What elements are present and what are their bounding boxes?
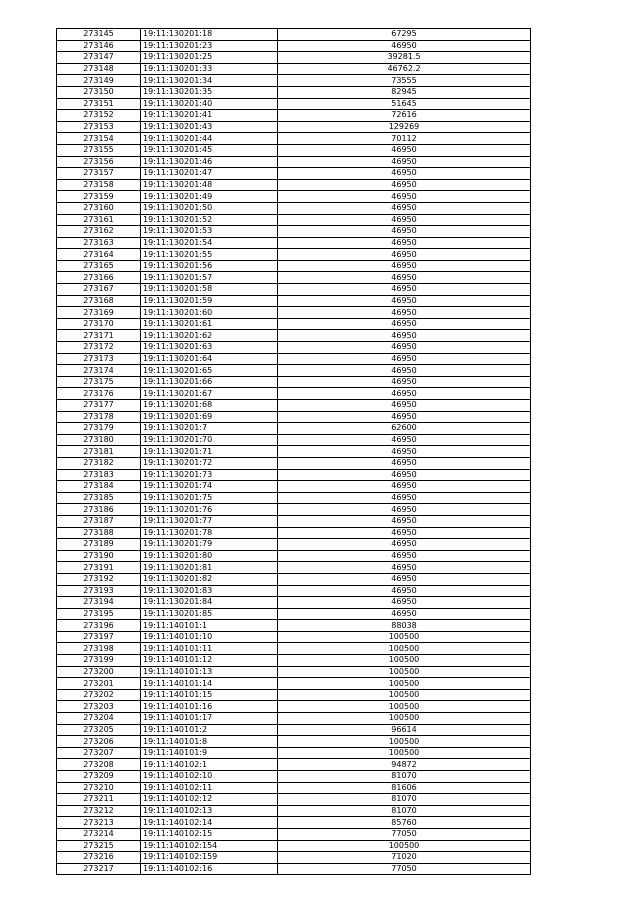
value-cell: 46950 (278, 191, 531, 203)
value-cell: 82945 (278, 86, 531, 98)
row-id-cell: 273213 (57, 817, 141, 829)
table-row (57, 817, 531, 829)
row-id-cell: 273194 (57, 597, 141, 609)
table-row (57, 608, 531, 620)
value-cell: 46950 (278, 481, 531, 493)
cadastral-number-cell: 19:11:130201:53 (141, 226, 278, 238)
cadastral-number-cell: 19:11:130201:73 (141, 469, 278, 481)
table-row (57, 272, 531, 284)
cadastral-number-cell: 19:11:130201:34 (141, 75, 278, 87)
row-id-cell: 273158 (57, 179, 141, 191)
cadastral-number-cell: 19:11:130201:82 (141, 573, 278, 585)
cadastral-number-cell: 19:11:130201:85 (141, 608, 278, 620)
value-cell: 73555 (278, 75, 531, 87)
row-id-cell: 273186 (57, 504, 141, 516)
table-row (57, 631, 531, 643)
value-cell: 46950 (278, 585, 531, 597)
row-id-cell: 273151 (57, 98, 141, 110)
value-cell: 96614 (278, 724, 531, 736)
table-row (57, 376, 531, 388)
value-cell: 46950 (278, 469, 531, 481)
row-id-cell: 273168 (57, 295, 141, 307)
cadastral-number-cell: 19:11:130201:65 (141, 365, 278, 377)
table-row (57, 400, 531, 412)
value-cell: 46950 (278, 330, 531, 342)
value-cell: 46950 (278, 168, 531, 180)
value-cell: 46950 (278, 376, 531, 388)
table-row (57, 121, 531, 133)
cadastral-number-cell: 19:11:140101:14 (141, 678, 278, 690)
row-id-cell: 273145 (57, 29, 141, 41)
row-id-cell: 273202 (57, 689, 141, 701)
table-row (57, 226, 531, 238)
table-row (57, 481, 531, 493)
row-id-cell: 273215 (57, 840, 141, 852)
table-row (57, 434, 531, 446)
cadastral-number-cell: 19:11:130201:54 (141, 237, 278, 249)
value-cell: 100500 (278, 631, 531, 643)
cadastral-number-cell: 19:11:140101:9 (141, 747, 278, 759)
row-id-cell: 273160 (57, 202, 141, 214)
table-row (57, 852, 531, 864)
cadastral-number-cell: 19:11:130201:67 (141, 388, 278, 400)
table-row (57, 191, 531, 203)
cadastral-number-cell: 19:11:130201:77 (141, 515, 278, 527)
value-cell: 81070 (278, 805, 531, 817)
table-row (57, 469, 531, 481)
row-id-cell: 273184 (57, 481, 141, 493)
table-row (57, 446, 531, 458)
cadastral-number-cell: 19:11:130201:63 (141, 342, 278, 354)
cadastral-number-cell: 19:11:130201:70 (141, 434, 278, 446)
table-row (57, 179, 531, 191)
row-id-cell: 273176 (57, 388, 141, 400)
table-row (57, 747, 531, 759)
table-row (57, 75, 531, 87)
value-cell: 46950 (278, 249, 531, 261)
cadastral-number-cell: 19:11:130201:23 (141, 40, 278, 52)
cadastral-number-cell: 19:11:130201:25 (141, 52, 278, 64)
row-id-cell: 273214 (57, 828, 141, 840)
value-cell: 46950 (278, 284, 531, 296)
row-id-cell: 273187 (57, 515, 141, 527)
cadastral-number-cell: 19:11:130201:80 (141, 550, 278, 562)
value-cell: 46950 (278, 446, 531, 458)
row-id-cell: 273217 (57, 863, 141, 875)
value-cell: 77050 (278, 863, 531, 875)
table-row (57, 840, 531, 852)
row-id-cell: 273154 (57, 133, 141, 145)
row-id-cell: 273212 (57, 805, 141, 817)
table-row (57, 202, 531, 214)
cadastral-number-cell: 19:11:130201:52 (141, 214, 278, 226)
value-cell: 51645 (278, 98, 531, 110)
table-row (57, 457, 531, 469)
row-id-cell: 273193 (57, 585, 141, 597)
table-row (57, 620, 531, 632)
value-cell: 46950 (278, 388, 531, 400)
cadastral-number-cell: 19:11:130201:62 (141, 330, 278, 342)
table-row (57, 736, 531, 748)
value-cell: 46950 (278, 260, 531, 272)
row-id-cell: 273149 (57, 75, 141, 87)
row-id-cell: 273206 (57, 736, 141, 748)
cadastral-number-cell: 19:11:130201:68 (141, 400, 278, 412)
cadastral-number-cell: 19:11:130201:61 (141, 318, 278, 330)
value-cell: 46950 (278, 504, 531, 516)
value-cell: 70112 (278, 133, 531, 145)
row-id-cell: 273197 (57, 631, 141, 643)
cadastral-number-cell: 19:11:130201:64 (141, 353, 278, 365)
value-cell: 46950 (278, 307, 531, 319)
table-row (57, 156, 531, 168)
table-row (57, 330, 531, 342)
value-cell: 100500 (278, 736, 531, 748)
table-row (57, 771, 531, 783)
cadastral-number-cell: 19:11:140102:10 (141, 771, 278, 783)
table-row (57, 782, 531, 794)
value-cell: 72616 (278, 110, 531, 122)
value-cell: 39281.5 (278, 52, 531, 64)
table-row (57, 597, 531, 609)
table-row (57, 550, 531, 562)
row-id-cell: 273192 (57, 573, 141, 585)
value-cell: 85760 (278, 817, 531, 829)
row-id-cell: 273181 (57, 446, 141, 458)
cadastral-number-cell: 19:11:140101:10 (141, 631, 278, 643)
table-row (57, 144, 531, 156)
cadastral-number-cell: 19:11:130201:60 (141, 307, 278, 319)
table-row (57, 29, 531, 41)
value-cell: 46762.2 (278, 63, 531, 75)
value-cell: 46950 (278, 156, 531, 168)
cadastral-number-cell: 19:11:140102:13 (141, 805, 278, 817)
cadastral-number-cell: 19:11:140102:14 (141, 817, 278, 829)
cadastral-number-cell: 19:11:140102:159 (141, 852, 278, 864)
table-row (57, 828, 531, 840)
value-cell: 46950 (278, 318, 531, 330)
table-row (57, 539, 531, 551)
cadastral-number-cell: 19:11:130201:75 (141, 492, 278, 504)
table-row (57, 689, 531, 701)
row-id-cell: 273174 (57, 365, 141, 377)
row-id-cell: 273159 (57, 191, 141, 203)
row-id-cell: 273153 (57, 121, 141, 133)
value-cell: 88038 (278, 620, 531, 632)
cadastral-number-cell: 19:11:130201:83 (141, 585, 278, 597)
table-row (57, 168, 531, 180)
value-cell: 46950 (278, 144, 531, 156)
row-id-cell: 273156 (57, 156, 141, 168)
value-cell: 46950 (278, 400, 531, 412)
table-row (57, 573, 531, 585)
table-row (57, 260, 531, 272)
row-id-cell: 273170 (57, 318, 141, 330)
value-cell: 46950 (278, 515, 531, 527)
table-row (57, 318, 531, 330)
cadastral-number-cell: 19:11:130201:40 (141, 98, 278, 110)
row-id-cell: 273178 (57, 411, 141, 423)
row-id-cell: 273198 (57, 643, 141, 655)
row-id-cell: 273147 (57, 52, 141, 64)
row-id-cell: 273209 (57, 771, 141, 783)
value-cell: 46950 (278, 237, 531, 249)
cadastral-number-cell: 19:11:130201:57 (141, 272, 278, 284)
cadastral-number-cell: 19:11:140102:15 (141, 828, 278, 840)
cadastral-number-cell: 19:11:140101:17 (141, 713, 278, 725)
table-body (57, 29, 531, 875)
value-cell: 81070 (278, 794, 531, 806)
value-cell: 100500 (278, 747, 531, 759)
table-row (57, 515, 531, 527)
row-id-cell: 273148 (57, 63, 141, 75)
table-row (57, 295, 531, 307)
row-id-cell: 273200 (57, 666, 141, 678)
row-id-cell: 273146 (57, 40, 141, 52)
cadastral-number-cell: 19:11:140101:8 (141, 736, 278, 748)
cadastral-number-cell: 19:11:140102:12 (141, 794, 278, 806)
value-cell: 100500 (278, 713, 531, 725)
cadastral-number-cell: 19:11:130201:50 (141, 202, 278, 214)
table-row (57, 655, 531, 667)
row-id-cell: 273190 (57, 550, 141, 562)
row-id-cell: 273207 (57, 747, 141, 759)
row-id-cell: 273175 (57, 376, 141, 388)
cadastral-number-cell: 19:11:130201:78 (141, 527, 278, 539)
table-row (57, 585, 531, 597)
table-row (57, 284, 531, 296)
row-id-cell: 273179 (57, 423, 141, 435)
table-row (57, 423, 531, 435)
table-row (57, 110, 531, 122)
cadastral-number-cell: 19:11:140102:1 (141, 759, 278, 771)
row-id-cell: 273162 (57, 226, 141, 238)
row-id-cell: 273185 (57, 492, 141, 504)
value-cell: 100500 (278, 840, 531, 852)
table-row (57, 863, 531, 875)
table-row (57, 365, 531, 377)
cadastral-number-cell: 19:11:130201:58 (141, 284, 278, 296)
row-id-cell: 273182 (57, 457, 141, 469)
cadastral-number-cell: 19:11:130201:72 (141, 457, 278, 469)
row-id-cell: 273171 (57, 330, 141, 342)
row-id-cell: 273191 (57, 562, 141, 574)
table-row (57, 52, 531, 64)
value-cell: 46950 (278, 562, 531, 574)
cadastral-number-cell: 19:11:130201:74 (141, 481, 278, 493)
row-id-cell: 273163 (57, 237, 141, 249)
value-cell: 81070 (278, 771, 531, 783)
table-row (57, 133, 531, 145)
cadastral-number-cell: 19:11:130201:81 (141, 562, 278, 574)
value-cell: 100500 (278, 655, 531, 667)
value-cell: 71020 (278, 852, 531, 864)
value-cell: 46950 (278, 608, 531, 620)
cadastral-number-cell: 19:11:130201:66 (141, 376, 278, 388)
row-id-cell: 273183 (57, 469, 141, 481)
value-cell: 46950 (278, 202, 531, 214)
row-id-cell: 273157 (57, 168, 141, 180)
table-row (57, 249, 531, 261)
cadastral-number-cell: 19:11:130201:35 (141, 86, 278, 98)
table-row (57, 562, 531, 574)
row-id-cell: 273199 (57, 655, 141, 667)
row-id-cell: 273196 (57, 620, 141, 632)
table-row (57, 643, 531, 655)
cadastral-number-cell: 19:11:140102:154 (141, 840, 278, 852)
value-cell: 46950 (278, 40, 531, 52)
row-id-cell: 273203 (57, 701, 141, 713)
table-row (57, 527, 531, 539)
cadastral-number-cell: 19:11:130201:33 (141, 63, 278, 75)
value-cell: 46950 (278, 411, 531, 423)
cadastral-number-cell: 19:11:140101:1 (141, 620, 278, 632)
table-row (57, 805, 531, 817)
table-row (57, 759, 531, 771)
value-cell: 81606 (278, 782, 531, 794)
row-id-cell: 273211 (57, 794, 141, 806)
value-cell: 77050 (278, 828, 531, 840)
value-cell: 100500 (278, 666, 531, 678)
value-cell: 46950 (278, 573, 531, 585)
cadastral-number-cell: 19:11:140101:2 (141, 724, 278, 736)
row-id-cell: 273204 (57, 713, 141, 725)
table-row (57, 98, 531, 110)
value-cell: 46950 (278, 214, 531, 226)
row-id-cell: 273177 (57, 400, 141, 412)
value-cell: 100500 (278, 701, 531, 713)
row-id-cell: 273169 (57, 307, 141, 319)
cadastral-number-cell: 19:11:130201:46 (141, 156, 278, 168)
table-row (57, 214, 531, 226)
cadastral-number-cell: 19:11:140101:15 (141, 689, 278, 701)
value-cell: 46950 (278, 272, 531, 284)
data-table (56, 28, 531, 875)
value-cell: 100500 (278, 689, 531, 701)
value-cell: 94872 (278, 759, 531, 771)
cadastral-number-cell: 19:11:130201:47 (141, 168, 278, 180)
cadastral-number-cell: 19:11:130201:48 (141, 179, 278, 191)
value-cell: 46950 (278, 226, 531, 238)
row-id-cell: 273188 (57, 527, 141, 539)
cadastral-number-cell: 19:11:130201:45 (141, 144, 278, 156)
value-cell: 46950 (278, 353, 531, 365)
row-id-cell: 273208 (57, 759, 141, 771)
row-id-cell: 273173 (57, 353, 141, 365)
value-cell: 129269 (278, 121, 531, 133)
value-cell: 46950 (278, 492, 531, 504)
row-id-cell: 273189 (57, 539, 141, 551)
table-row (57, 492, 531, 504)
row-id-cell: 273210 (57, 782, 141, 794)
cadastral-number-cell: 19:11:140101:11 (141, 643, 278, 655)
table-row (57, 353, 531, 365)
cadastral-number-cell: 19:11:130201:7 (141, 423, 278, 435)
value-cell: 46950 (278, 527, 531, 539)
table-row (57, 678, 531, 690)
value-cell: 46950 (278, 365, 531, 377)
row-id-cell: 273165 (57, 260, 141, 272)
table-row (57, 86, 531, 98)
table-row (57, 63, 531, 75)
value-cell: 46950 (278, 179, 531, 191)
cadastral-number-cell: 19:11:140101:13 (141, 666, 278, 678)
cadastral-number-cell: 19:11:130201:59 (141, 295, 278, 307)
table-row (57, 342, 531, 354)
value-cell: 62600 (278, 423, 531, 435)
row-id-cell: 273195 (57, 608, 141, 620)
table-row (57, 40, 531, 52)
value-cell: 46950 (278, 434, 531, 446)
cadastral-number-cell: 19:11:130201:79 (141, 539, 278, 551)
cadastral-number-cell: 19:11:130201:44 (141, 133, 278, 145)
cadastral-number-cell: 19:11:140101:16 (141, 701, 278, 713)
value-cell: 46950 (278, 295, 531, 307)
cadastral-number-cell: 19:11:140101:12 (141, 655, 278, 667)
row-id-cell: 273216 (57, 852, 141, 864)
table-row (57, 701, 531, 713)
row-id-cell: 273180 (57, 434, 141, 446)
table-row (57, 724, 531, 736)
table-row (57, 713, 531, 725)
cadastral-number-cell: 19:11:130201:43 (141, 121, 278, 133)
row-id-cell: 273166 (57, 272, 141, 284)
cadastral-number-cell: 19:11:140102:16 (141, 863, 278, 875)
row-id-cell: 273167 (57, 284, 141, 296)
table-row (57, 666, 531, 678)
value-cell: 46950 (278, 550, 531, 562)
cadastral-number-cell: 19:11:130201:41 (141, 110, 278, 122)
table-row (57, 794, 531, 806)
row-id-cell: 273150 (57, 86, 141, 98)
cadastral-number-cell: 19:11:130201:55 (141, 249, 278, 261)
value-cell: 46950 (278, 342, 531, 354)
cadastral-number-cell: 19:11:130201:84 (141, 597, 278, 609)
cadastral-number-cell: 19:11:130201:76 (141, 504, 278, 516)
row-id-cell: 273161 (57, 214, 141, 226)
value-cell: 46950 (278, 597, 531, 609)
cadastral-number-cell: 19:11:130201:18 (141, 29, 278, 41)
cadastral-number-cell: 19:11:130201:71 (141, 446, 278, 458)
table-row (57, 504, 531, 516)
row-id-cell: 273152 (57, 110, 141, 122)
table-row (57, 411, 531, 423)
row-id-cell: 273201 (57, 678, 141, 690)
value-cell: 46950 (278, 457, 531, 469)
table-row (57, 388, 531, 400)
value-cell: 46950 (278, 539, 531, 551)
value-cell: 100500 (278, 643, 531, 655)
cadastral-number-cell: 19:11:140102:11 (141, 782, 278, 794)
table-row (57, 237, 531, 249)
row-id-cell: 273164 (57, 249, 141, 261)
cadastral-number-cell: 19:11:130201:56 (141, 260, 278, 272)
row-id-cell: 273205 (57, 724, 141, 736)
value-cell: 67295 (278, 29, 531, 41)
table-row (57, 307, 531, 319)
row-id-cell: 273155 (57, 144, 141, 156)
row-id-cell: 273172 (57, 342, 141, 354)
value-cell: 100500 (278, 678, 531, 690)
cadastral-number-cell: 19:11:130201:69 (141, 411, 278, 423)
cadastral-number-cell: 19:11:130201:49 (141, 191, 278, 203)
